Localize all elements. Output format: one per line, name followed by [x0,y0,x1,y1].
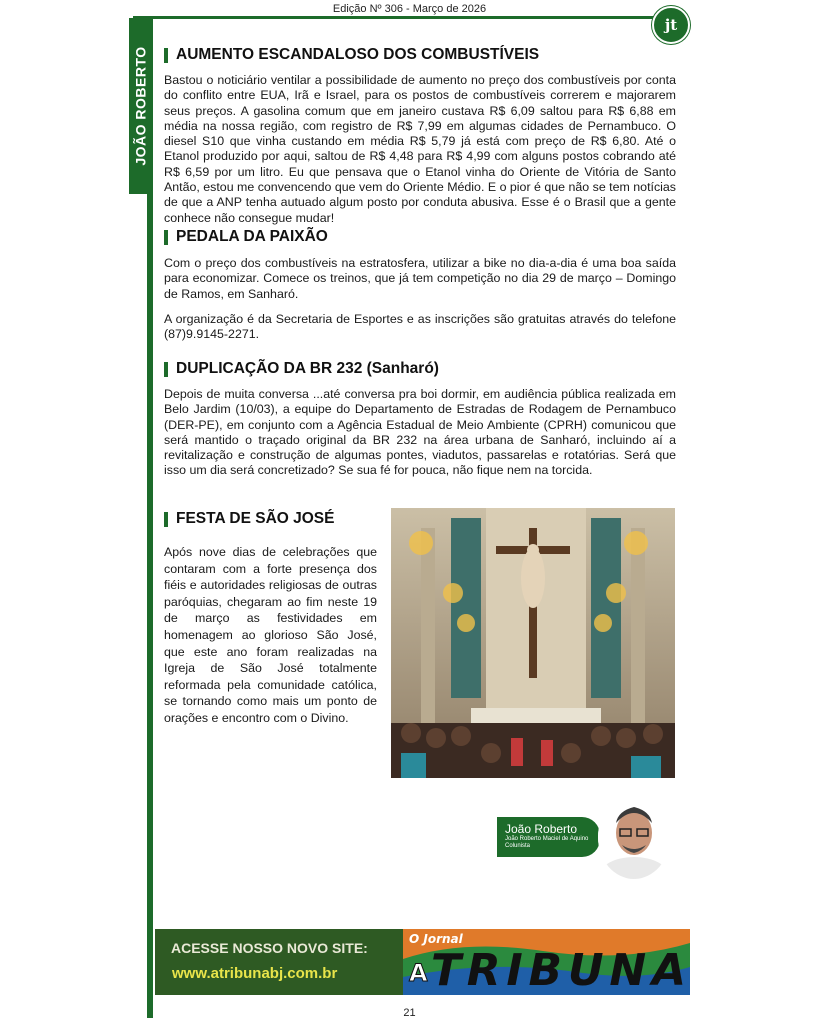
title-marker [164,512,168,527]
section-title-text: DUPLICAÇÃO DA BR 232 (Sanharó) [176,360,439,377]
author-card [497,817,600,857]
website-banner[interactable] [155,929,690,995]
author-avatar [598,795,670,879]
header-rule [133,16,661,19]
section-title-pedala [164,228,328,246]
brand-a-text: A [409,959,428,987]
edition-header: Edição Nº 306 - Março de 2026 [332,3,487,15]
brand-main-text: TRIBUNA [431,945,686,995]
section-title-duplicacao [164,360,439,378]
article-pedala-p2: A organização é da Secretaria de Esportes e as inscrições são gratuitas através do telefone (87)9.9145-2271. [164,312,676,342]
author-role: Colunista [505,843,531,849]
section-title-festa [164,510,334,528]
brand-small-text: O Jornal [409,932,463,946]
article-duplicacao: Depois de muita conversa ...até conversa pra boi dormir, em audiência pública realizada em Belo Jardim (10/03), a equipe do Departamento de Estradas de Rodagem de Pernambuco (DER-PE), em conjunto com a Agência Estadual de Meio Ambiente (CPRH) comunicou que será mantido o traçado original da BR 232 na área urbana de Sanharó, incluindo aí a revitalização e construção de algumas pontes, viadutos, passarelas e rotatórias. Será que isso um dia será concretizado? Se sua fé for pouca, não fique nem na torcida. [164,387,676,478]
tribuna-logo [403,929,690,995]
article-festa: Após nove dias de celebrações que contaram com a forte presença dos fiéis e autoridades religiosas de outras paróquias, chegaram ao fim neste 19 de março as festividades em homenagem ao glorioso São José, que este ano foram realizadas na Igreja de São José totalmente reformada pela comunidade católica, se tornando como mais um ponto de orações e encontro com o Divino. [164,545,377,725]
website-link[interactable]: www.atribunabj.com.br [172,965,338,982]
article-combustiveis: Bastou o noticiário ventilar a possibilidade de aumento no preço dos combustíveis por conta do conflito entre EUA, Irã e Israel, para os postos de combustíveis correrem e majorarem seus preços. A gasolina comum que em janeiro custava R$ 6,09 saltou para R$ 6,88 em média na nossa região, com registro de R$ 7,99 em algumas cidades de Pernambuco. O diesel S10 que vinha custando em média R$ 5,79 já está com preço de R$ 6,80. Até o Etanol produzido por aqui, saltou de R$ 4,48 para R$ 4,99 com alguns postos cobrando até R$ 6,59 por um litro. Eu que pensava que o Etanol vinha do Oriente de Vitória de Santo Antão, estou me convencendo que vem do Oriente Médio. E o pior é que não se tem notícias de que a ANP tenha autuado algum posto por conduta abusiva. Esse é o Brasil que a gente conhece não consegue mudar! [164,73,676,225]
title-marker [164,48,168,63]
author-name: João Roberto [505,822,578,836]
banner-cta: ACESSE NOSSO NOVO SITE: [171,940,368,956]
article-pedala-p1: Com o preço dos combustíveis na estratosfera, utilizar a bike no dia-a-dia é uma boa saída para economizar. Comece os treinos, que já tem competição no dia 29 de março – Domingo de Ramos, em Sanharó. [164,256,676,301]
section-title-text: FESTA DE SÃO JOSÉ [176,510,335,527]
column-author-label: JOÃO ROBERTO [133,46,149,166]
page-number: 21 [403,1007,416,1019]
section-title-text: AUMENTO ESCANDALOSO DOS COMBUSTÍVEIS [176,46,540,63]
banner-left [155,929,403,995]
section-title-text: PEDALA DA PAIXÃO [176,228,328,245]
church-photo [391,508,675,778]
title-marker [164,230,168,245]
title-marker [164,362,168,377]
section-title-combustiveis [164,46,539,64]
logo-text: jt [664,16,678,34]
jt-logo-icon [652,6,690,44]
author-subtitle: João Roberto Maciel de Aquino [505,836,589,842]
